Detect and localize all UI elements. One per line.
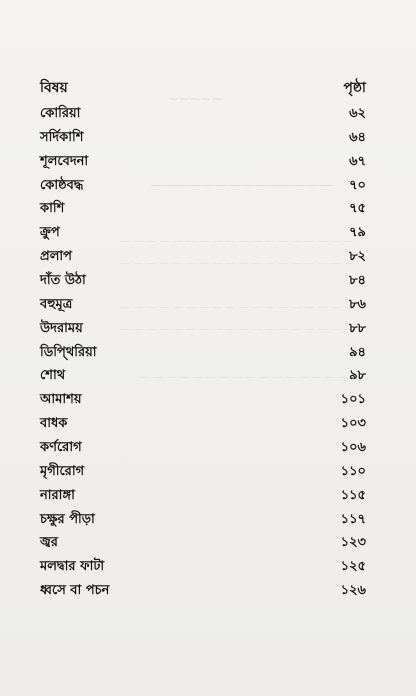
toc-entry: [40, 414, 366, 434]
toc-entry-page: ৯৮: [349, 368, 366, 384]
toc-entry-page: ৮৪: [349, 273, 366, 288]
toc-entry: [40, 247, 366, 267]
toc-entry-title: আমাশয়: [40, 392, 82, 408]
toc-entry: [40, 581, 366, 601]
toc-entry-page: ১২৬: [340, 583, 366, 598]
toc-entry-title: প্রলাপ: [40, 249, 72, 265]
toc-entry: [40, 486, 366, 506]
toc-entry-page: ১১৫: [340, 487, 366, 503]
toc-entry-title: কর্ণরোগ: [40, 439, 82, 455]
toc-entry-title: ডিপ্থিরিয়া: [40, 344, 97, 360]
toc-entry-title: কাশি: [40, 201, 65, 217]
toc-entry-page: ১০১: [340, 392, 366, 408]
toc-entry: [40, 104, 366, 124]
toc-entry: [40, 343, 366, 363]
page-column-label: পৃষ্ঠা: [343, 80, 366, 96]
toc-entry-title: মলদ্বার ফাটা: [40, 559, 105, 575]
toc-entry: [40, 295, 366, 315]
toc-entry: [40, 366, 366, 386]
toc-header: [40, 76, 366, 98]
toc-entry: [40, 199, 366, 219]
toc-entry-title: দাঁত উঠা: [40, 273, 86, 288]
bleed-through-text: — — — — — — — — — — — — — — — — — —: [120, 302, 355, 313]
toc-entry-title: বহুমূত্র: [40, 296, 73, 312]
toc-entry: [40, 128, 366, 148]
bleed-through-text: — — — — — — — — — — — — — — — — — —: [120, 236, 355, 247]
toc-entry-title: সর্দিকাশি: [40, 129, 84, 145]
toc-entry: [40, 390, 366, 410]
toc-entry-page: ৬৪: [349, 129, 366, 145]
toc-entry: [40, 319, 366, 339]
toc-entry-page: ১২৫: [340, 559, 366, 575]
bleed-through-text: ~~~~~: [168, 92, 223, 107]
toc-entry-page: ১২৩: [340, 535, 366, 551]
toc-entry-page: ৮২: [349, 249, 366, 265]
toc-entry-page: ১১৭: [340, 511, 366, 527]
toc-entry-title: শোথ: [40, 368, 66, 384]
toc-entry: [40, 438, 366, 458]
toc-entry: [40, 176, 366, 196]
toc-entry: [40, 462, 366, 482]
toc-entry-title: কোষ্ঠবদ্ধ: [40, 177, 84, 193]
bleed-through-text: — — — — — — — — — — — — — — — —: [140, 372, 348, 383]
toc-entry-page: ৬২: [349, 106, 366, 121]
toc-entry-title: ধ্বসে বা পচন: [40, 583, 110, 598]
toc-entry-page: ১০৬: [340, 439, 366, 455]
toc-entry-page: ৬৭: [349, 153, 366, 169]
bleed-through-text: ——————————————: [150, 178, 332, 193]
bleed-through-text: — — — — — — — — — — — — — — — — — —: [120, 258, 355, 269]
toc-entry-title: নারাঙ্গা: [40, 487, 75, 503]
toc-entry: [40, 557, 366, 577]
toc-entry-page: ৮৮: [349, 320, 366, 336]
toc-entry-title: বাধক: [40, 416, 68, 432]
toc-entry-title: কোরিয়া: [40, 106, 81, 121]
toc-entry-page: ৮৬: [349, 296, 366, 312]
subject-column-label: বিষয়: [40, 80, 68, 96]
toc-entry: [40, 510, 366, 530]
toc-entry: [40, 152, 366, 172]
bleed-through-text: — — — — — — — — — — — — — — — — — —: [120, 324, 355, 335]
toc-entry: [40, 223, 366, 243]
toc-entry-page: ৭৯: [349, 225, 366, 241]
toc-entry-title: ক্রুপ: [40, 225, 60, 241]
toc-entry-title: মৃগীরোগ: [40, 463, 85, 479]
toc-entry-title: উদরাময়: [40, 320, 83, 336]
toc-entry: [40, 271, 366, 291]
toc-entry-page: ৭৫: [349, 201, 366, 217]
toc-entry-title: জ্বর: [40, 535, 58, 551]
toc-entry-page: ১১০: [340, 463, 366, 479]
toc-entry-title: চক্ষুর পীড়া: [40, 511, 95, 527]
toc-entry-title: শূলবেদনা: [40, 153, 89, 169]
toc-entry-page: ১০৩: [340, 416, 366, 432]
toc-entry: [40, 533, 366, 553]
toc-entry-page: ৯৪: [349, 344, 366, 360]
toc-entry-page: ৭০: [349, 177, 366, 193]
